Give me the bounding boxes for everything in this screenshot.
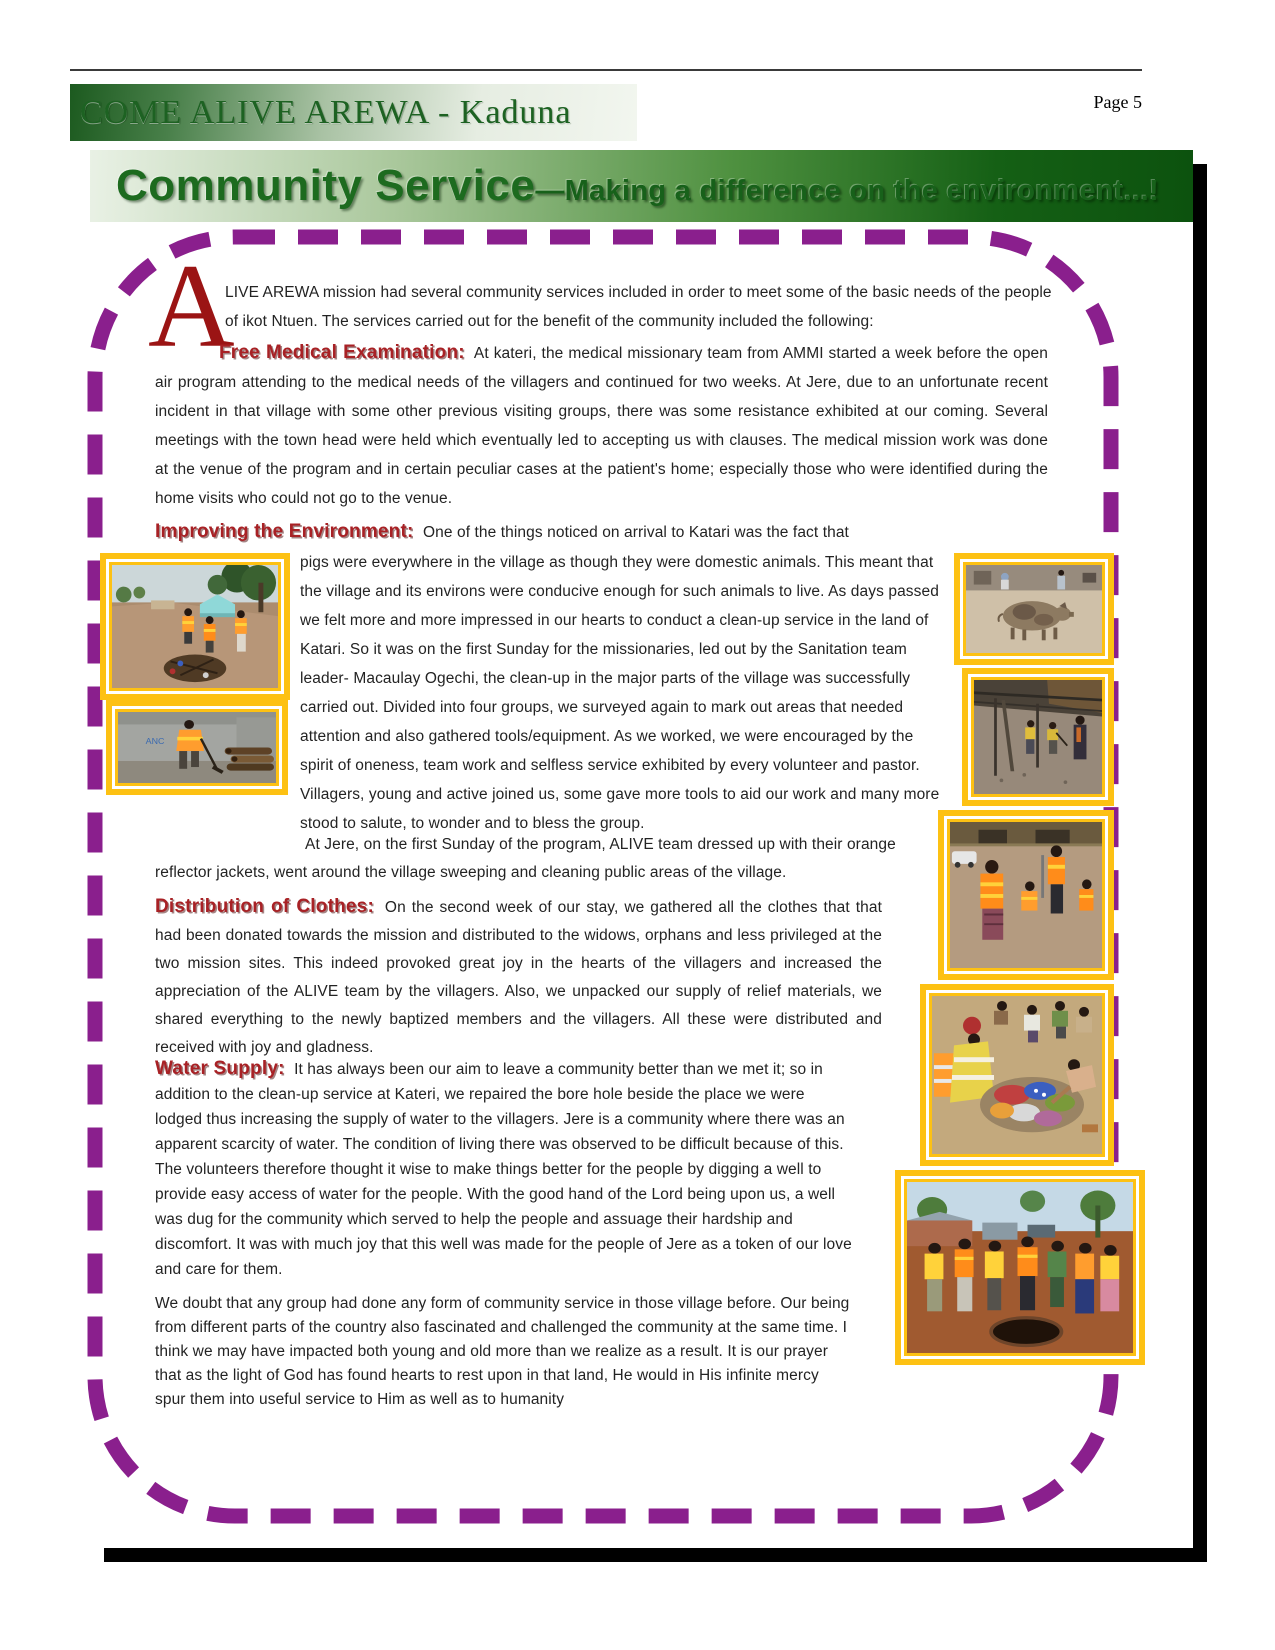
- jere-text: At Jere, on the first Sunday of the program, ALIVE team dressed up with their orange reflector jackets, went around the village sweeping and cleaning public areas of the village.: [155, 836, 896, 881]
- closing-text: We doubt that any group had done any form of community service in those village before. Our being from different parts of the country also fascinated and challenged the community at the same time. I think we may have impacted both young and old more than we realize as a result. It is our prayer that as the light of God has found hearts to rest upon in that land, He would in His infinite mercy spur them into useful service to Him as well as to humanity: [155, 1295, 850, 1408]
- water-paragraph: [155, 1056, 855, 1282]
- banner-title: Community Service: [116, 161, 536, 210]
- clothes-pile: [980, 1077, 1084, 1132]
- photo-crowd: [920, 984, 1114, 1166]
- improving-heading-line: [155, 517, 955, 547]
- refuse-pile: [164, 655, 226, 683]
- photo-road-cleanup: [100, 553, 290, 700]
- water-heading: Water Supply:: [155, 1058, 285, 1079]
- photo-canopy: [962, 668, 1114, 806]
- photo-sweeping-inner: [115, 709, 279, 786]
- road-cleanup-scene: [112, 565, 278, 688]
- masthead-title: COME ALIVE AREWA - Kaduna: [80, 93, 572, 131]
- photo-well-inner: [904, 1179, 1136, 1356]
- improving-heading: Improving the Environment:: [155, 521, 414, 542]
- photo-pig-inner: [963, 562, 1105, 656]
- top-rule: [70, 69, 1142, 71]
- photo-crowd-inner: [929, 993, 1105, 1157]
- section-banner: [90, 150, 1193, 222]
- pig-scene: [966, 565, 1102, 653]
- photo-canopy-inner: [971, 677, 1105, 797]
- team-scene: [950, 822, 1102, 968]
- banner-subtitle: —Making a difference on the environment...!: [535, 175, 1159, 207]
- intro-paragraph: [225, 278, 1053, 336]
- masthead: [70, 84, 637, 141]
- medical-paragraph: [155, 338, 1048, 513]
- log-pile: [225, 748, 274, 771]
- medical-text: At kateri, the medical missionary team from AMMI started a week before the open air program attending to the medical needs of the villagers and continued for two weeks. At Jere, due to an unfortunate recent incident in that village with some other previous visiting groups, there was some resistance exhibited at our coming. Several meetings with the town head were held which eventually led to accepting us with clauses. The medical mission work was done at the venue of the program and in certain peculiar cases at the patient's home; especially those who were identified during the home visits who could not go to the venue.: [155, 345, 1048, 507]
- photo-well: [895, 1170, 1145, 1365]
- closing-paragraph: [155, 1292, 852, 1412]
- clothes-text: On the second week of our stay, we gathered all the clothes that that had been donated towards the mission and distributed to the widows, orphans and less privileged at the two mission sites. This indeed provoked great joy in the hearts of the villagers and increased the appreciation of the ALIVE team by the villagers. Also, we unpacked our supply of relief materials, we shared everything to the newly baptized members and the villagers. All these were distributed and received with joy and gladness.: [155, 899, 882, 1056]
- water-text: It has always been our aim to leave a community better than we met it; so in addition to the clean-up service at Kateri, we repaired the bore hole beside the place we were lodged thus increasing the supply of water to the villagers. Jere is a community where there was an apparent scarcity of water. The condition of living there was observed to be difficult because of this. The volunteers therefore thought it wise to make things better for the people by digging a well to provide easy access of water for the people. With the good hand of the Lord being upon us, a well was dug for the community which served to help the people and assuage their hardship and discomfort. It was with much joy that this well was made for the people of Jere as a token of our love and care for them.: [155, 1061, 852, 1278]
- improving-lead-text: One of the things noticed on arrival to Katari was the fact that: [422, 524, 849, 541]
- medical-heading: Free Medical Examination:: [219, 342, 465, 363]
- jere-paragraph: [155, 831, 921, 887]
- clothes-paragraph: [155, 893, 882, 1062]
- intro-text: LIVE AREWA mission had several community services included in order to meet some of the basic needs of the people of ikot Ntuen. The services carried out for the benefit of the community included the following:: [225, 284, 1052, 330]
- crowd-scene: [932, 996, 1102, 1154]
- clothes-heading: Distribution of Clothes:: [155, 896, 374, 917]
- banner-text: [90, 161, 1159, 211]
- dropcap-a: A: [148, 239, 235, 372]
- photo-team: [938, 810, 1114, 980]
- well-scene: [907, 1182, 1133, 1353]
- photo-road-cleanup-inner: [109, 562, 281, 691]
- photo-sweeping: [106, 700, 288, 795]
- improving-body-text: pigs were everywhere in the village as though they were domestic animals. This meant that the village and its environs were conducive enough for such animals to live. As days passed we felt more and more impressed in our hearts to conduct a clean-up service in the land of Katari. So it was on the first Sunday for the missionaries, led out by the Sanitation team leader- Macaulay Ogechi, the clean-up in the major parts of the village was successfully carried out. Divided into four groups, we surveyed again to mark out areas that needed attention and also gathered tools/equipment. As we worked, we were encouraged by the spirit of oneness, team work and selfless service exhibited by every volunteer and pastor. Villagers, young and active joined us, some gave more tools to aid our work and many more stood to salute, to wonder and to bless the group.: [300, 554, 940, 832]
- improving-body: [300, 548, 948, 838]
- photo-team-inner: [947, 819, 1105, 971]
- wall-graffiti: ANC: [145, 736, 165, 746]
- sweeping-scene: [118, 712, 276, 783]
- page-number: Page 5: [1093, 92, 1142, 112]
- canopy-scene: [974, 680, 1102, 794]
- photo-pig: [954, 553, 1114, 665]
